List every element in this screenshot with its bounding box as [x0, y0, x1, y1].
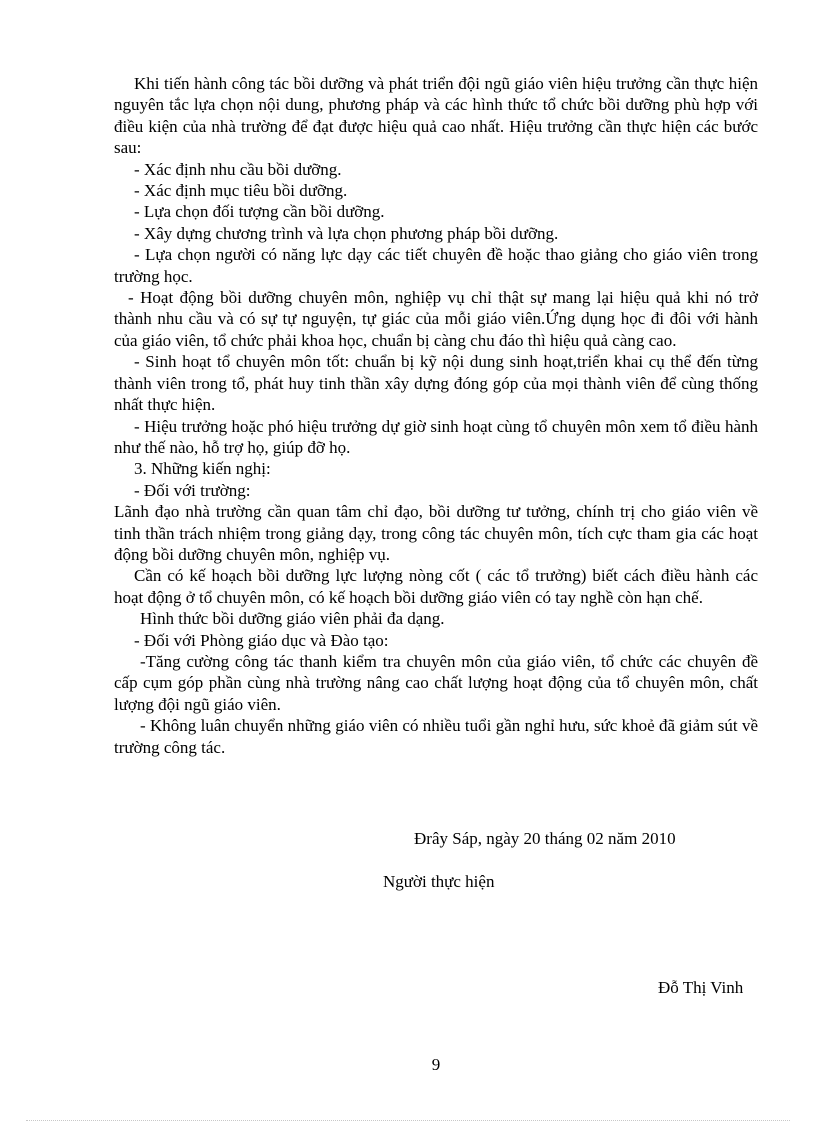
page-bottom-divider: [26, 1120, 790, 1121]
page-number: 9: [431, 1055, 441, 1074]
signature-name: Đỗ Thị Vinh: [658, 978, 744, 997]
paragraph: - Đối với trường:: [134, 480, 251, 500]
paragraph: - Xác định nhu cầu bồi dưỡng.: [134, 159, 342, 179]
signature-date-line: Đrây Sáp, ngày 20 tháng 02 năm 2010: [414, 829, 676, 848]
paragraph: - Sinh hoạt tổ chuyên môn tốt: chuẩn bị kỹ nội dung sinh hoạt,triển khai cụ thể đến từng thành viên trong tổ, phát huy tinh thần xây dựng đóng góp của mọi thành viên để cùng thống nhất thực hiện.: [114, 352, 758, 415]
paragraph: Lãnh đạo nhà trường cần quan tâm chỉ đạo, bồi dưỡng tư tưởng, chính trị cho giáo viên về tinh thần trách nhiệm trong giảng dạy, trong công tác chuyên môn, tích cực tham gia các hoạt động bồi dưỡng chuyên môn, nghiệp vụ.: [114, 502, 758, 564]
paragraph: Khi tiến hành công tác bồi dưỡng và phát triển đội ngũ giáo viên hiệu trưởng cần thực hiện nguyên tắc lựa chọn nội dung, phương pháp và các hình thức tổ chức bồi dưỡng phù hợp với điều kiện của nhà trường để đạt được hiệu quả cao nhất. Hiệu trưởng cần thực hiện các bước sau:: [114, 74, 758, 158]
paragraph: Hình thức bồi dưỡng giáo viên phải đa dạng.: [140, 609, 445, 629]
paragraph: 3. Những kiến nghị:: [134, 459, 271, 479]
paragraph: - Đối với Phòng giáo dục và Đào tạo:: [134, 630, 389, 650]
paragraph: - Không luân chuyển những giáo viên có nhiều tuổi gần nghỉ hưu, sức khoẻ đã giảm sút về trường công tác.: [114, 716, 758, 757]
paragraph: Cần có kế hoạch bồi dưỡng lực lượng nòng cốt ( các tổ trưởng) biết cách điều hành các hoạt động ở tổ chuyên môn, có kế hoạch bồi dưỡng giáo viên có tay nghề còn hạn chế.: [114, 566, 758, 607]
paragraph: - Lựa chọn người có năng lực dạy các tiết chuyên đề hoặc thao giảng cho giáo viên trong trường học.: [114, 245, 758, 286]
body-text: [114, 73, 758, 758]
paragraph: - Xây dựng chương trình và lựa chọn phương pháp bồi dưỡng.: [134, 223, 559, 243]
signature-role: Người thực hiện: [383, 872, 495, 891]
paragraph: - Xác định mục tiêu bồi dưỡng.: [134, 181, 348, 201]
paragraph: - Hoạt động bồi dưỡng chuyên môn, nghiệp vụ chỉ thật sự mang lại hiệu quả khi nó trở thành nhu cầu và có sự tự nguyện, tự giác của mỗi giáo viên.Ứng dụng học đi đôi với hành của giáo viên, tổ chức phải khoa học, chuẩn bị càng chu đáo thì hiệu quả càng cao.: [114, 288, 758, 350]
paragraph: - Hiệu trưởng hoặc phó hiệu trưởng dự giờ sinh hoạt cùng tổ chuyên môn xem tổ điều hành như thế nào, hỗ trợ họ, giúp đỡ họ.: [114, 416, 758, 457]
paragraph: - Lựa chọn đối tượng cần bồi dưỡng.: [134, 202, 385, 222]
paragraph: -Tăng cường công tác thanh kiểm tra chuyên môn của giáo viên, tổ chức các chuyên đề cấp cụm góp phần cùng nhà trường nâng cao chất lượng hoạt động của tổ chuyên môn, chất lượng đội ngũ giáo viên.: [114, 651, 758, 714]
